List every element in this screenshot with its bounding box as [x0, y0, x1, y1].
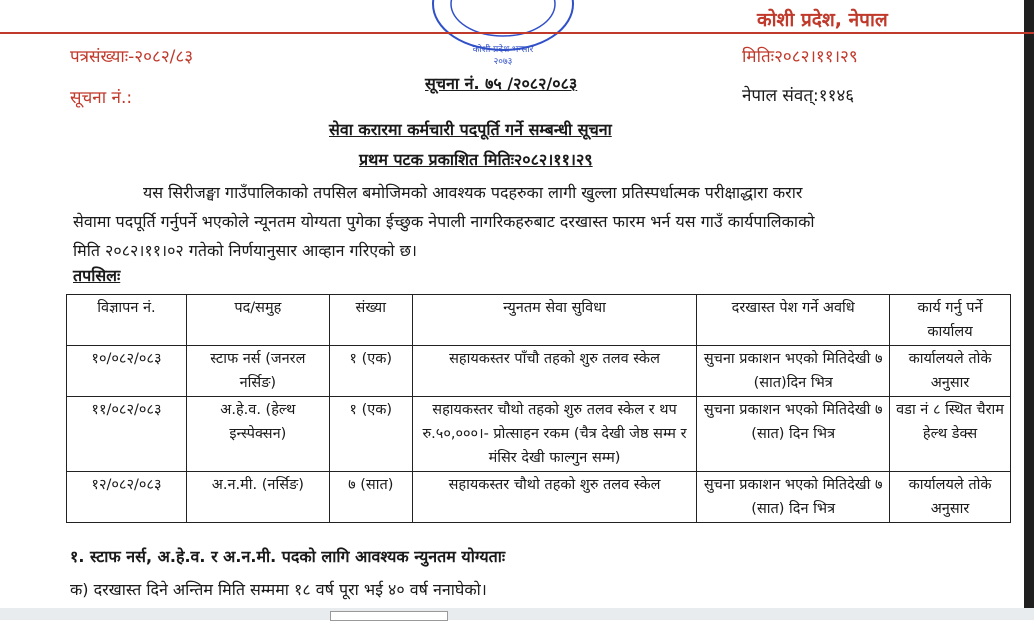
table-cell: कार्यालयले तोके अनुसार	[890, 472, 1011, 523]
table-cell: अ.न.मी. (नर्सिङ)	[186, 472, 329, 523]
window-edge	[1024, 0, 1034, 620]
table-cell: १२/०८२/०८३	[67, 472, 187, 523]
table-cell: सुचना प्रकाशन भएको मितिदेखी ७ (सात) दिन भित्र	[697, 397, 890, 472]
table-cell: ७ (सात)	[329, 472, 412, 523]
table-header-row	[67, 295, 1011, 346]
municipality-seal	[418, 0, 588, 68]
table-row	[67, 472, 1011, 523]
notice-subtitle: प्रथम पटक प्रकाशित मितिः२०८२।११।२९	[359, 150, 593, 169]
table-cell: सहायकस्तर चौथो तहको शुरु तलव स्केल र थप रु.५०,०००।- प्रोत्साहन रकम (चैत्र देखी जेष्ठ सम्म र मंसिर देखी फाल्गुन सम्म)	[412, 397, 697, 472]
notice-body-line-2: सेवामा पदपूर्ति गर्नुपर्ने भएकोले न्यूनतम योग्यता पुगेका ईच्छुक नेपाली नागरिकहरुबाट दरखास्त फारम भर्न यस गाउँ कार्यपालिकाको	[73, 212, 815, 231]
notice-number-label: सूचना नं.:	[70, 88, 133, 108]
table-row	[67, 346, 1011, 397]
vacancy-table	[66, 294, 1011, 523]
notice-body-line-1: यस सिरीजङ्घा गाउँपालिकाको तपसिल बमोजिमको आवश्यक पदहरुका लागी खुल्ला प्रतिस्पर्धात्मक परीक्षाद्धारा करार	[143, 183, 803, 202]
table-cell: ११/०८२/०८३	[67, 397, 187, 472]
notice-number: सूचना नं. ७५ /२०८२/०८३	[425, 74, 578, 93]
province-name: कोशी प्रदेश, नेपाल	[757, 9, 888, 31]
table-cell: १०/०८२/०८३	[67, 346, 187, 397]
svg-text:२०७३: २०७३	[493, 57, 513, 67]
table-cell: १ (एक)	[329, 346, 412, 397]
table-cell: अ.हे.व. (हेल्थ इन्स्पेक्सन)	[186, 397, 329, 472]
table-cell: कार्यालयले तोके अनुसार	[890, 346, 1011, 397]
table-cell: सुचना प्रकाशन भएको मितिदेखी ७ (सात)दिन भित्र	[697, 346, 890, 397]
header-cell: पद/समुह	[186, 295, 329, 346]
tapasil-heading: तपसिलः	[73, 266, 121, 285]
table-cell: सहायकस्तर पाँचौ तहको शुरु तलव स्केल	[412, 346, 697, 397]
table-cell: सहायकस्तर चौथो तहको शुरु तलव स्केल	[412, 472, 697, 523]
nepal-sambat: नेपाल संवत्:११४६	[742, 86, 855, 106]
table-cell: सुचना प्रकाशन भएको मितिदेखी ७ (सात) दिन भित्र	[697, 472, 890, 523]
table-row	[67, 397, 1011, 472]
viewer-toolbar	[0, 608, 1034, 620]
table-cell: स्टाफ नर्स (जनरल नर्सिङ)	[186, 346, 329, 397]
notice-body-line-3: मिति २०८२।११।०२ गतेको निर्णयानुसार आव्हान गरिएको छ।	[73, 241, 417, 260]
section-1-heading: १. स्टाफ नर्स, अ.हे.व. र अ.न.मी. पदको लागि आवश्यक न्युनतम योग्यताः	[70, 547, 506, 566]
header-divider	[0, 32, 1034, 34]
header-cell: कार्य गर्नु पर्ने कार्यालय	[890, 295, 1011, 346]
svg-text:कोशी प्रदेश भन्सार: कोशी प्रदेश भन्सार	[472, 45, 534, 55]
header-cell: न्युनतम सेवा सुविधा	[412, 295, 697, 346]
date: मितिः२०८२।११।२९	[742, 47, 858, 67]
notice-title: सेवा करारमा कर्मचारी पदपूर्ति गर्ने सम्बन्धी सूचना	[329, 120, 612, 139]
header-cell: विज्ञापन नं.	[67, 295, 187, 346]
section-1-item-a: क) दरखास्त दिने अन्तिम मिति सम्ममा १८ वर्ष पूरा भई ४० वर्ष ननाघेको।	[70, 580, 487, 599]
header-cell: संख्या	[329, 295, 412, 346]
table-cell: १ (एक)	[329, 397, 412, 472]
table-cell: वडा नं ८ स्थित चैराम हेल्थ डेक्स	[890, 397, 1011, 472]
reference-number: पत्रसंख्याः-२०८२/८३	[70, 47, 194, 67]
header-cell: दरखास्त पेश गर्ने अवधि	[697, 295, 890, 346]
